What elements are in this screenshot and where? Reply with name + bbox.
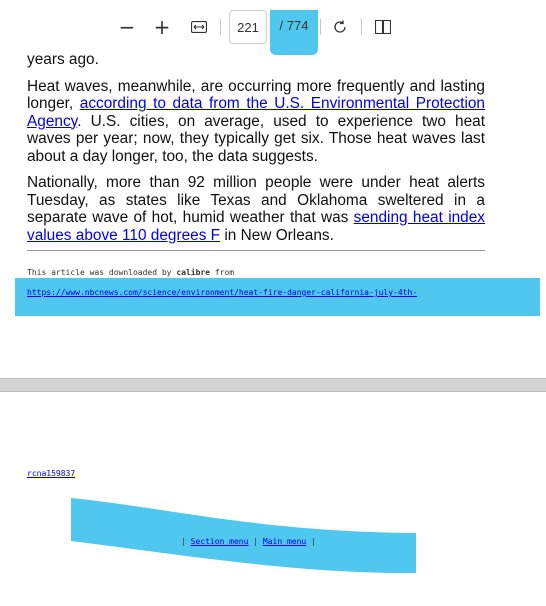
toolbar-separator bbox=[320, 19, 321, 35]
page-total: / 774 bbox=[279, 18, 309, 33]
footer-navigation: | Section menu | Main menu | bbox=[181, 537, 316, 546]
two-page-view-icon[interactable] bbox=[370, 14, 396, 40]
download-credit: This article was downloaded by calibre from bbox=[27, 268, 235, 277]
toolbar-separator bbox=[220, 19, 221, 35]
paragraph-heat-waves: Heat waves, meanwhile, are occurring more frequently and lasting longer, according to data from the U.S. Environmental Protection Agency. U.S. cities, on average, used to experience two heat waves per year; now, they typically get six. Those heat waves last about a day longer, too, the data suggests. bbox=[27, 77, 485, 165]
page-number-input[interactable] bbox=[229, 10, 267, 44]
fit-width-icon[interactable] bbox=[186, 14, 212, 40]
main-menu-link[interactable]: Main menu bbox=[262, 537, 307, 546]
section-menu-link[interactable]: Section menu bbox=[190, 537, 249, 546]
plus-icon[interactable]: + bbox=[153, 15, 171, 39]
rotate-icon[interactable] bbox=[327, 14, 353, 40]
toolbar-separator bbox=[361, 19, 362, 35]
source-url-link[interactable]: https://www.nbcnews.com/science/environment/heat-fire-danger-california-july-4th- bbox=[27, 288, 418, 297]
paragraph-heat-alerts: Nationally, more than 92 million people were under heat alerts Tuesday, as states like Texas and Oklahoma sweltered in a separate wave of hot, humid weather that was sending heat index values above 110 degrees F in New Orleans. bbox=[27, 174, 485, 244]
paragraph-end: years ago. bbox=[27, 51, 99, 68]
anchor-link[interactable]: rcna159837 bbox=[27, 469, 76, 478]
heat-index-link[interactable]: sending heat index values above 110 degrees F bbox=[27, 209, 485, 244]
epa-data-link[interactable]: according to data from the U.S. Environmental Protection Agency bbox=[27, 95, 485, 130]
minus-icon[interactable]: − bbox=[118, 15, 136, 39]
pdf-toolbar bbox=[0, 0, 546, 50]
page-total-highlight bbox=[270, 10, 318, 55]
